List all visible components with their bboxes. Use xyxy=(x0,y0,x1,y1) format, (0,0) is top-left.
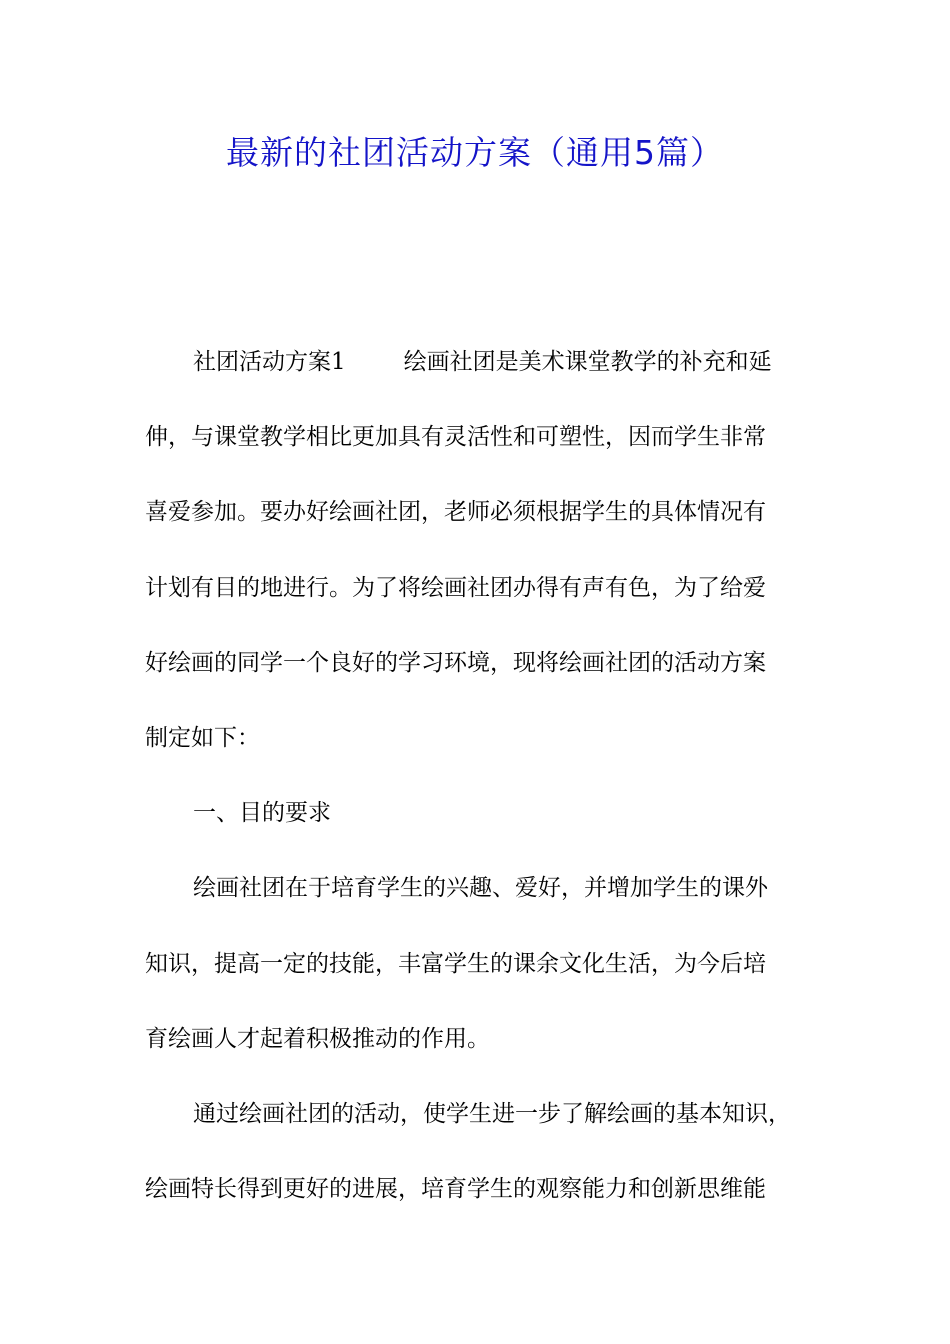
paragraph-line: 知识，提高一定的技能，丰富学生的课余文化生活，为今后培 xyxy=(145,950,766,977)
paragraph-line: 制定如下： xyxy=(145,724,260,751)
paragraph-line: 伸，与课堂教学相比更加具有灵活性和可塑性，因而学生非常 xyxy=(145,424,766,451)
document-title: 最新的社团活动方案（通用5篇） xyxy=(226,133,724,172)
document-body xyxy=(145,334,810,1236)
paragraph-line: 通过绘画社团的活动，使学生进一步了解绘画的基本知识， xyxy=(193,1100,791,1127)
paragraph-line: 喜爱参加。要办好绘画社团，老师必须根据学生的具体情况有 xyxy=(145,499,766,526)
paragraph-line: 绘画社团在于培育学生的兴趣、爱好，并增加学生的课外 xyxy=(193,875,768,902)
section-label: 社团活动方案1 xyxy=(193,349,346,375)
paragraph-line xyxy=(145,334,810,409)
paragraph-line: 绘画特长得到更好的进展，培育学生的观察能力和创新思维能 xyxy=(145,1176,766,1203)
paragraph-line: 计划有目的地进行。为了将绘画社团办得有声有色，为了给爱 xyxy=(145,574,766,601)
paragraph-line: 育绘画人才起着积极推动的作用。 xyxy=(145,1025,490,1052)
line-text: 绘画社团是美术课堂教学的补充和延 xyxy=(403,349,772,375)
paragraph-line: 好绘画的同学一个良好的学习环境，现将绘画社团的活动方案 xyxy=(145,649,766,676)
section-heading: 一、目的要求 xyxy=(193,800,331,827)
